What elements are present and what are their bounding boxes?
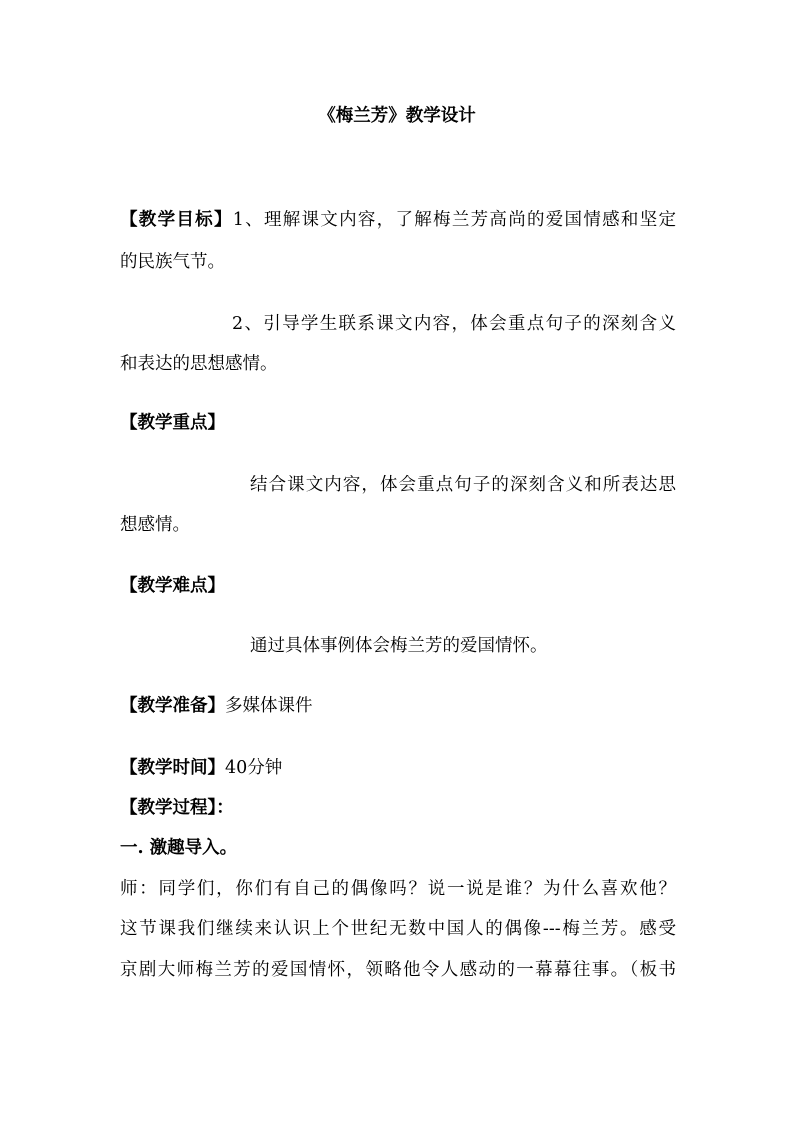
objectives-item-2-text: 2、引导学生联系课文内容，体会重点句子的深刻含义 [232,314,676,334]
key-points-heading: 【教学重点】 [120,413,225,433]
objectives-item-1-text: 1、理解课文内容，了解梅兰芳高尚的爱国情感和坚定 [232,210,676,230]
key-points-text: 结合课文内容，体会重点句子的深刻含义和所表达思 [250,475,676,495]
process-paragraph-line-1: 师：同学们，你们有自己的偶像吗？说一说是谁？为什么喜欢他？ [120,879,676,899]
page-title: 《梅兰芳》教学设计 [318,106,476,126]
step-1-heading: 一. 激趣导入。 [120,838,238,858]
time-text: 40分钟 [225,758,283,778]
preparation-text: 多媒体课件 [225,696,313,716]
objectives-item-2-continuation: 和表达的思想感情。 [120,354,278,374]
objectives-line-1 [120,208,676,232]
process-paragraph-line-3: 京剧大师梅兰芳的爱国情怀，领略他令人感动的一幕幕往事。（板书 [120,960,676,980]
objectives-heading: 【教学目标】 [120,210,233,230]
difficulties-heading: 【教学难点】 [120,576,225,596]
objectives-item-1-continuation: 的民族气节。 [120,252,225,272]
time-heading: 【教学时间】 [120,758,225,778]
preparation-line [120,694,313,718]
process-heading: 【教学过程】： [120,798,234,818]
key-points-continuation: 想感情。 [120,515,190,535]
preparation-heading: 【教学准备】 [120,696,225,716]
difficulties-text: 通过具体事例体会梅兰芳的爱国情怀。 [250,636,548,656]
time-line [120,756,282,780]
process-paragraph-line-2: 这节课我们继续来认识上个世纪无数中国人的偶像---梅兰芳。感受 [120,919,676,939]
